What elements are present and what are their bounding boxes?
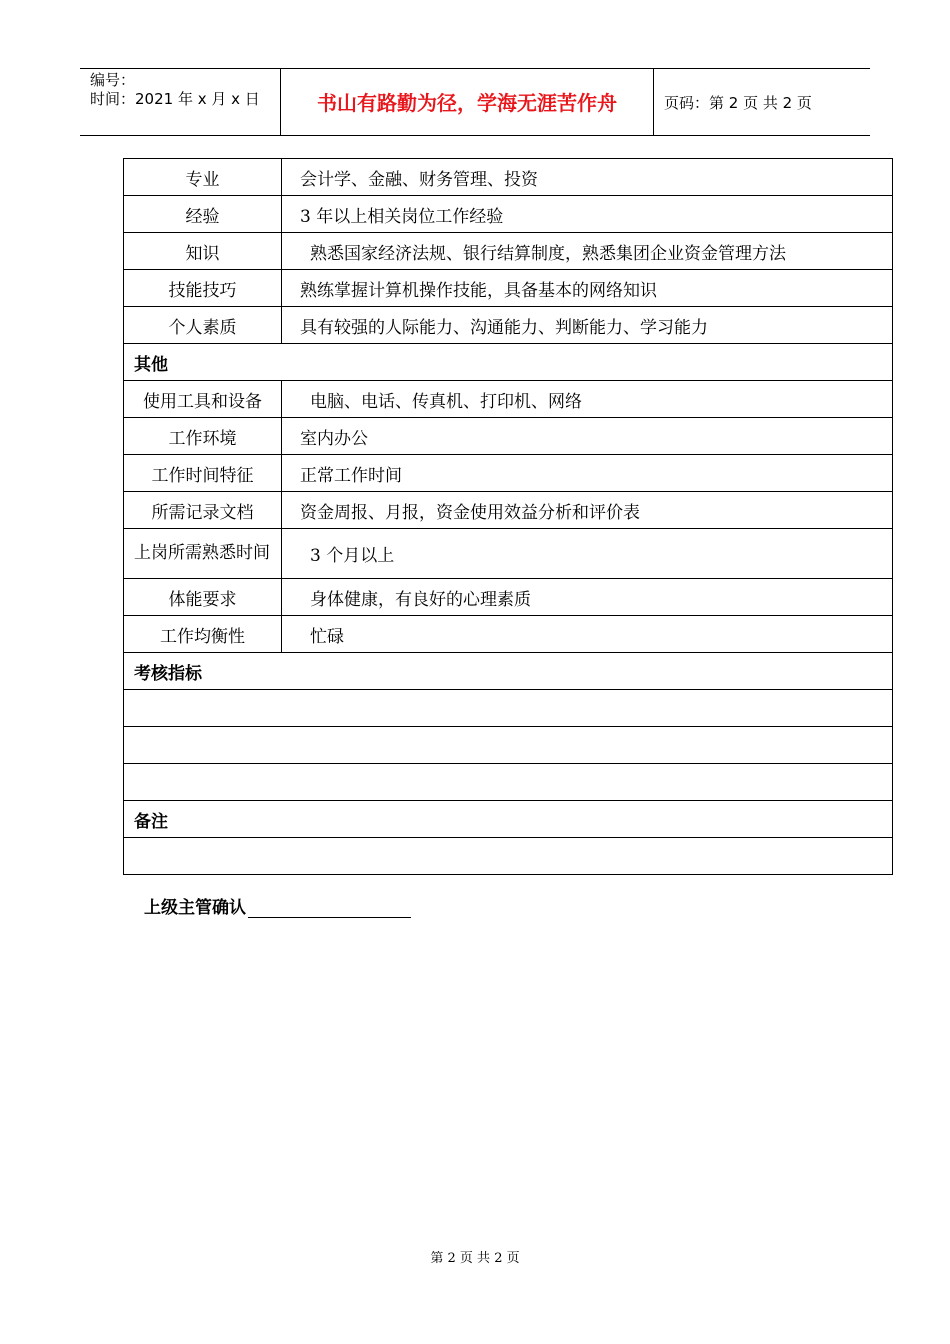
job-description-table [123, 158, 893, 875]
empty-cell [124, 764, 893, 801]
row-label: 体能要求 [124, 579, 282, 616]
page-footer: 第 2 页 共 2 页 [430, 1251, 520, 1266]
time-label: 时间：2021 年 x 月 x 日 [90, 90, 260, 108]
row-label: 工作环境 [124, 418, 282, 455]
header-motto: 书山有路勤为径，学海无涯苦作舟 [281, 69, 654, 135]
section-heading-remarks: 备注 [124, 801, 893, 838]
row-label: 技能技巧 [124, 270, 282, 307]
row-value: 熟练掌握计算机操作技能，具备基本的网络知识 [282, 270, 893, 307]
header-meta [80, 69, 281, 135]
row-value: 会计学、金融、财务管理、投资 [282, 159, 893, 196]
table-row [124, 492, 893, 529]
table-row [124, 418, 893, 455]
row-label: 工作均衡性 [124, 616, 282, 653]
table-row [124, 381, 893, 418]
table-row [124, 455, 893, 492]
table-row [124, 307, 893, 344]
header-page-info: 页码：第 2 页 共 2 页 [664, 93, 812, 112]
row-value: 正常工作时间 [282, 455, 893, 492]
row-value: 忙碌 [282, 616, 893, 653]
row-value: 3 年以上相关岗位工作经验 [282, 196, 893, 233]
empty-row [124, 764, 893, 801]
row-value: 具有较强的人际能力、沟通能力、判断能力、学习能力 [282, 307, 893, 344]
section-row [124, 801, 893, 838]
table-row [124, 529, 893, 579]
supervisor-signature [144, 893, 411, 918]
row-value: 室内办公 [282, 418, 893, 455]
table-row [124, 616, 893, 653]
row-label: 知识 [124, 233, 282, 270]
document-header [80, 68, 870, 136]
empty-cell [124, 838, 893, 875]
empty-cell [124, 727, 893, 764]
table-row [124, 233, 893, 270]
table-row [124, 579, 893, 616]
signature-label: 上级主管确认 [144, 898, 246, 918]
table-row [124, 196, 893, 233]
empty-row [124, 727, 893, 764]
section-row [124, 344, 893, 381]
row-label: 个人素质 [124, 307, 282, 344]
row-label: 经验 [124, 196, 282, 233]
row-label: 所需记录文档 [124, 492, 282, 529]
row-label: 工作时间特征 [124, 455, 282, 492]
empty-row [124, 690, 893, 727]
section-heading-assessment: 考核指标 [124, 653, 893, 690]
section-heading-other: 其他 [124, 344, 893, 381]
row-value: 电脑、电话、传真机、打印机、网络 [282, 381, 893, 418]
section-row [124, 653, 893, 690]
row-value: 身体健康，有良好的心理素质 [282, 579, 893, 616]
number-label: 编号： [90, 71, 136, 89]
row-value: 资金周报、月报，资金使用效益分析和评价表 [282, 492, 893, 529]
row-label: 上岗所需熟悉时间 [124, 529, 282, 579]
empty-cell [124, 690, 893, 727]
table-row [124, 159, 893, 196]
row-label: 使用工具和设备 [124, 381, 282, 418]
row-value: 熟悉国家经济法规、银行结算制度，熟悉集团企业资金管理方法 [282, 233, 893, 270]
empty-row [124, 838, 893, 875]
row-label: 专业 [124, 159, 282, 196]
table-row [124, 270, 893, 307]
signature-line [248, 897, 411, 918]
row-value: 3 个月以上 [282, 529, 893, 579]
